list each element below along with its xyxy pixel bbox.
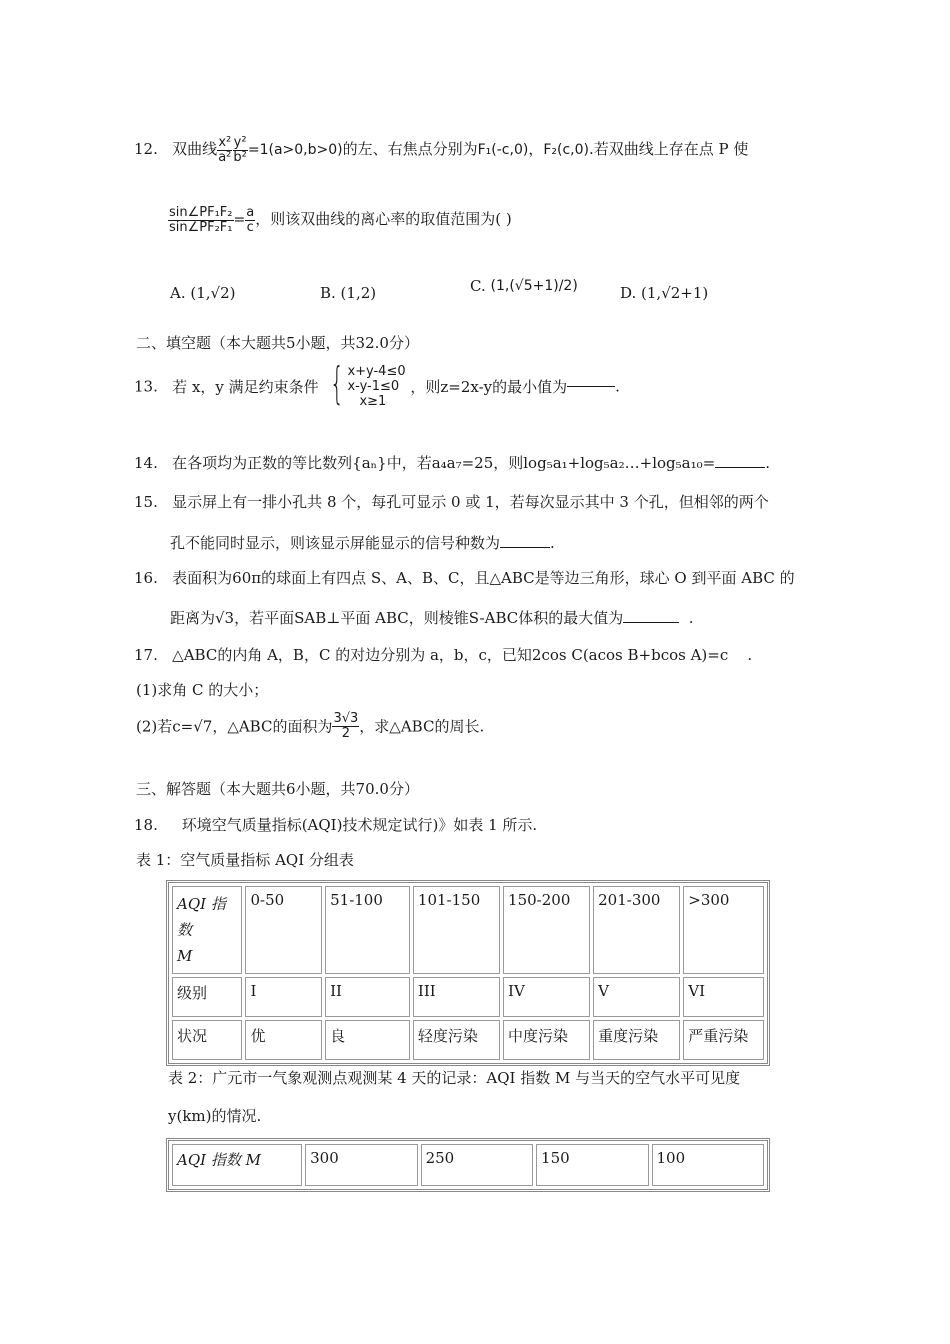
q12-text-4: ，则该双曲线的离心率的取值范围为( ) [255,210,512,229]
table-cell: AQI 指数 M [172,886,242,974]
area-numerator: 3√3 [333,711,359,726]
hyperbola-x-term: $\frac{\text{x²}}{\text{a²}}$ [218,135,232,165]
q14-number: 14. [134,454,158,472]
table2-caption-line1: 表 2：广元市一气象观测点观测某 4 天的记录：AQI 指数 M 与当天的空气水平可见度 [168,1069,741,1087]
q16-period: . [688,609,694,627]
q12-sine-ratio [168,206,234,234]
table-cell: 51-100 [325,886,410,974]
q12-text-2: 的左、右焦点分别为 [342,140,478,159]
q18-intro-text: 环境空气质量指标(AQI)技术规定试行)》如表 1 所示. [181,816,538,834]
q17-number: 17. [134,646,158,664]
table-cell: III [413,977,500,1017]
q16-line1 [134,567,795,588]
table-cell: I [245,977,322,1017]
q12-option-b: B. (1,2) [320,284,377,302]
area-denominator: 2 [341,725,351,741]
q15-number: 15. [134,493,158,511]
table-cell: 重度污染 [593,1020,680,1060]
table1-caption: 表 1：空气质量指标 AQI 分组表 [136,851,354,869]
q12-text-1: 双曲线 [172,140,218,159]
section-3-heading: 三、解答题（本大题共6小题，共70.0分） [136,780,419,798]
q16-answer-blank[interactable] [623,622,679,623]
q12-focus-1: F₁(-c,0) [477,142,529,159]
q16-number: 16. [134,569,158,587]
sine-ratio-numerator: sin∠PF₁F₂ [169,205,233,220]
table-cell: 严重污染 [683,1020,764,1060]
q14-answer-blank[interactable] [715,467,765,468]
q13-number: 13. [134,377,158,396]
table-cell: 状况 [172,1020,242,1060]
aqi-grouping-table [166,880,770,1066]
table1-m-label: M [177,947,193,965]
q18-intro [134,814,537,835]
table-row [172,886,764,974]
q12-focus-2: F₂(c,0) [543,142,589,159]
aqi-visibility-table [166,1138,770,1192]
option-c-label: C. [470,277,486,295]
q13-text-1: 若 x，y 满足约束条件 [172,378,319,396]
q12-text-3: .若双曲线上存在点 P 使 [589,140,749,159]
table-cell: 中度污染 [503,1020,590,1060]
area-fraction [332,712,359,740]
table-cell: II [325,977,410,1017]
table-cell: IV [503,977,590,1017]
q14 [134,452,770,473]
q14-period: . [765,454,770,472]
q13 [134,358,620,409]
table-cell: 级别 [172,977,242,1017]
q12-comma: ， [528,140,544,159]
table-cell: 150 [536,1144,648,1186]
table2-caption-line2: y(km)的情况. [168,1107,262,1125]
table-cell: V [593,977,680,1017]
q12-option-d: D. (1,√2+1) [620,284,709,302]
constraint-system: { x+y-4≤0 x-y-1≤0 x≥1 [330,358,406,409]
table-cell: 0-50 [245,886,322,974]
q16-text-2: 距离为√3，若平面SAB⊥平面 ABC，则棱锥S-ABC体积的最大值为 [170,609,624,627]
table-cell: 良 [325,1020,410,1060]
constraint-1: x+y-4≤0 [347,364,406,379]
q15-line2 [170,532,555,553]
table-cell: VI [683,977,764,1017]
q13-text-2: ，则z=2x-y的最小值为 [410,378,568,396]
section-2-heading: 二、填空题（本大题共5小题，共32.0分） [136,334,419,352]
table-cell: 优 [245,1020,322,1060]
table-cell: 201-300 [593,886,680,974]
table-row [172,977,764,1017]
q15-text-2: 孔不能同时显示，则该显示屏能显示的信号种数为 [170,534,501,552]
q12-ac-ratio [245,206,255,234]
q17-line1 [134,644,752,665]
q15-answer-blank[interactable] [500,547,550,548]
q15-text-1: 显示屏上有一排小孔共 8 个，每孔可显示 0 或 1，若每次显示其中 3 个孔，但相邻的两个 [172,493,769,511]
table-cell: 100 [652,1144,764,1186]
q17-part2-text-b: ，求△ABC的周长. [359,717,485,736]
q17-part1: (1)求角 C 的大小； [136,681,269,699]
q16-line2 [170,607,694,628]
table-cell: 300 [305,1144,417,1186]
constraint-2: x-y-1≤0 [347,379,400,394]
q12-line1 [134,136,748,164]
q17-text-1: △ABC的内角 A，B，C 的对边分别为 a，b，c，已知2cos C(acos B+bcos A)=c [172,646,729,664]
q13-answer-blank[interactable] [567,386,615,387]
q15-period: . [550,534,555,552]
ac-denominator: c [246,219,254,235]
sine-ratio-denominator: sin∠PF₂F₁ [169,219,233,235]
q12-number: 12. [134,140,158,159]
table-cell: 150-200 [503,886,590,974]
hyperbola-y-term: $\frac{\text{y²}}{\text{b²}}$ [233,135,247,165]
table-cell: 101-150 [413,886,500,974]
q17-part2-text-a: (2)若c=√7，△ABC的面积为 [136,717,333,736]
q14-text: 在各项均为正数的等比数列{aₙ}中，若a₄a₇=25，则log₅a₁+log₅a₂…+log₅a₁₀= [172,454,716,472]
q17-part2 [136,712,484,740]
q12-condition: =1(a>0,b>0) [247,142,343,159]
q13-period: . [615,377,620,396]
q12-option-a: A. (1,√2) [170,284,236,302]
table-cell: 轻度污染 [413,1020,500,1060]
q15-line1 [134,491,769,512]
q12-line2: $\frac{\text{sin∠PF₁F₂}}{\text{sin∠PF₂F₁}}$ = $\frac{a}{c}$ ，则该双曲线的离心率的取值范围为( ) [169,205,512,235]
q18-number: 18. [134,816,158,834]
ac-numerator: a [246,205,255,220]
q12-option-c [470,276,578,295]
q17-period: . [747,646,753,664]
constraint-3: x≥1 [359,394,387,409]
table-cell: 250 [421,1144,533,1186]
table-row [172,1144,764,1186]
q16-text-1: 表面积为60π的球面上有四点 S、A、B、C，且△ABC是等边三角形，球心 O 到平面 ABC 的 [172,569,795,587]
table-row [172,1020,764,1060]
option-c-value: (1,(√5+1)/2) [490,278,578,294]
table-cell: >300 [683,886,764,974]
table-cell: AQI 指数 M [172,1144,302,1186]
